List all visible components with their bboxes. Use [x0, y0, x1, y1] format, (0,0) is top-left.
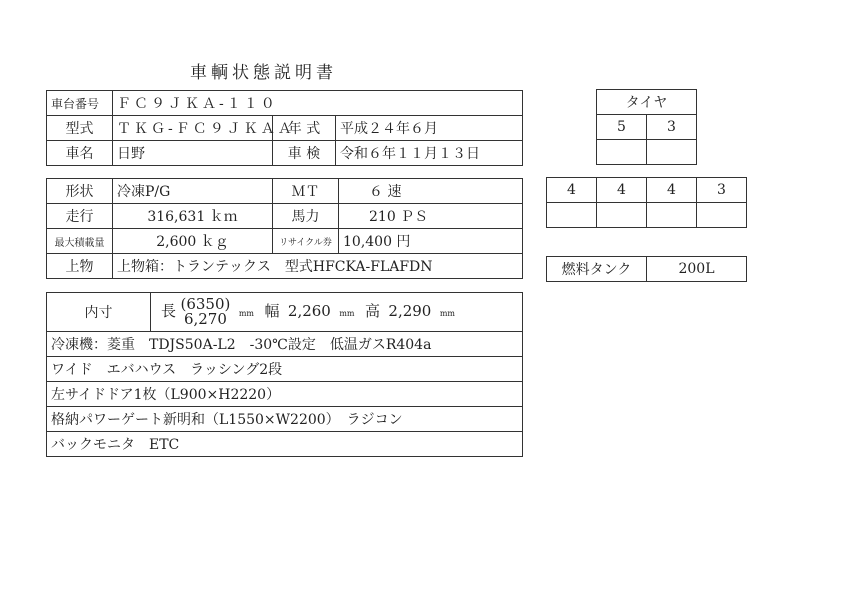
width-label: 幅	[264, 302, 280, 320]
power-value: 210 ＰＳ	[339, 204, 523, 229]
tire-value-empty	[597, 203, 647, 228]
shape-label: 形状	[47, 179, 113, 204]
length-label: 長	[161, 302, 177, 320]
chassis-value: ＦＣ９ＪＫＡ-１１０	[113, 91, 523, 116]
tire-front-table	[596, 89, 697, 165]
fuel-tank-value: 200L	[647, 257, 747, 282]
note-item: 冷凍機：菱重 TDJS50A-L2 -30℃設定 低温ガスR404a	[47, 332, 523, 357]
tire-value-empty	[697, 203, 747, 228]
table-row	[597, 90, 697, 115]
table-row	[47, 432, 523, 457]
recycle-value: 10,400 円	[339, 229, 523, 254]
fuel-tank-table	[546, 256, 747, 282]
dimensions-values	[151, 293, 523, 332]
table-row	[47, 357, 523, 382]
table-row	[547, 257, 747, 282]
chassis-label: 車台番号	[47, 91, 113, 116]
power-label: 馬力	[273, 204, 339, 229]
table-row	[47, 382, 523, 407]
tire-value: 4	[647, 178, 697, 203]
transmission-value: ６ 速	[339, 179, 523, 204]
transmission-label: ＭＴ	[273, 179, 339, 204]
table-row	[47, 141, 523, 166]
table-row	[47, 254, 523, 279]
width-unit: mm	[339, 309, 355, 318]
tire-rear-table	[546, 177, 747, 228]
table-row	[47, 116, 523, 141]
table-row	[547, 203, 747, 228]
maker-label: 車名	[47, 141, 113, 166]
mileage-label: 走行	[47, 204, 113, 229]
fuel-tank-label: 燃料タンク	[547, 257, 647, 282]
recycle-label: リサイクル券	[273, 229, 339, 254]
model-label: 型式	[47, 116, 113, 141]
dimensions-label: 内寸	[47, 293, 151, 332]
length-old-value: (6350)	[180, 295, 231, 313]
note-item: ワイド エバハウス ラッシング2段	[47, 357, 523, 382]
length-stack	[180, 297, 230, 327]
inspection-value: 令和６年１１月１３日	[336, 141, 523, 166]
table-row	[547, 178, 747, 203]
height-value: 2,290	[388, 302, 432, 320]
tire-value: 4	[547, 178, 597, 203]
maker-value: 日野	[113, 141, 273, 166]
tire-value-empty	[647, 203, 697, 228]
width-value: 2,260	[287, 302, 331, 320]
table-row	[597, 115, 697, 140]
model-value: ＴＫＧ-ＦＣ９ＪＫＡＡ	[113, 116, 273, 141]
table-row	[47, 91, 523, 116]
load-capacity-label: 最大積載量	[47, 229, 113, 254]
note-item: バックモニタ ETC	[47, 432, 523, 457]
body-label: 上物	[47, 254, 113, 279]
table-row	[47, 204, 523, 229]
height-label: 高	[364, 302, 380, 320]
mileage-value: 316,631 ｋｍ	[113, 204, 273, 229]
table-row	[47, 229, 523, 254]
dimensions-notes-table	[46, 292, 523, 457]
document-title: 車輌状態説明書	[190, 63, 337, 83]
table-row	[47, 293, 523, 332]
tire-value: 4	[597, 178, 647, 203]
height-unit: mm	[439, 309, 455, 318]
shape-value: 冷凍P/G	[113, 179, 273, 204]
table-row	[47, 407, 523, 432]
table-row	[597, 140, 697, 165]
tire-value-empty	[597, 140, 647, 165]
tire-value-empty	[547, 203, 597, 228]
vehicle-specs-table	[46, 178, 523, 279]
table-row	[47, 179, 523, 204]
tire-value: 5	[597, 115, 647, 140]
body-value: 上物箱：トランテックス 型式HFCKA-FLAFDN	[113, 254, 523, 279]
vehicle-info-table	[46, 90, 523, 166]
note-item: 格納パワーゲート新明和（L1550×W2200） ラジコン	[47, 407, 523, 432]
load-capacity-value: 2,600 ｋｇ	[113, 229, 273, 254]
inspection-label: 車 検	[273, 141, 336, 166]
table-row	[47, 332, 523, 357]
tire-value: 3	[647, 115, 697, 140]
length-value: 6,270	[183, 310, 227, 328]
tire-value-empty	[647, 140, 697, 165]
tire-label: タイヤ	[597, 90, 697, 115]
note-item: 左サイドドア1枚（L900×H2220）	[47, 382, 523, 407]
year-value: 平成２４年６月	[336, 116, 523, 141]
tire-value: 3	[697, 178, 747, 203]
length-unit: mm	[238, 309, 254, 318]
year-label: 年 式	[273, 116, 336, 141]
